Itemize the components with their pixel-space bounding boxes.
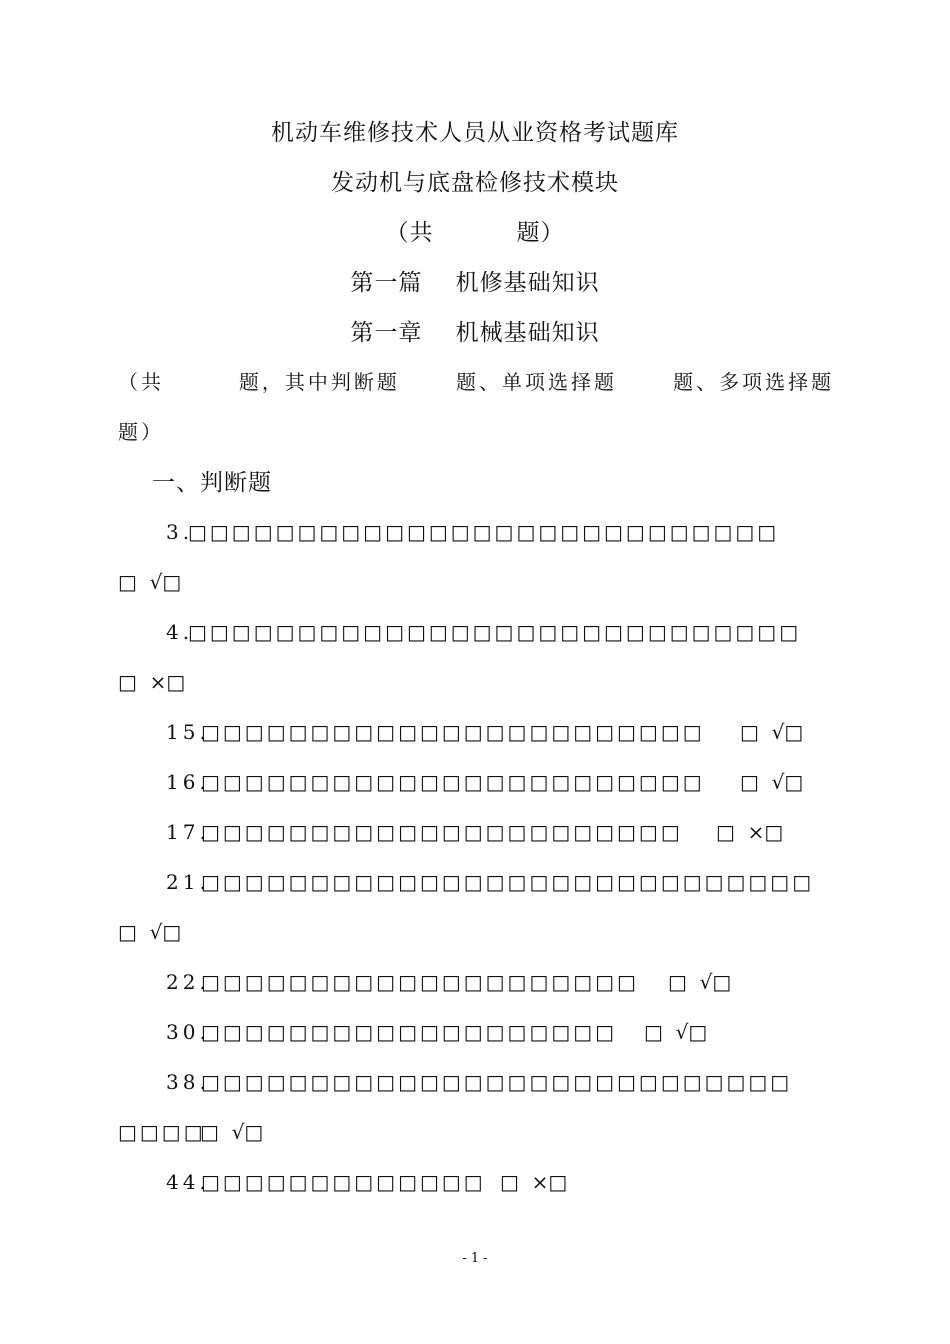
chapter-summary-line-1: （共 题，其中判断题 题、单项选择题 题、多项选择题	[118, 370, 835, 394]
question-number: 44.	[166, 1170, 210, 1194]
question-number: 30.	[166, 1020, 210, 1044]
question-text-continuation: □□□□	[118, 1120, 206, 1144]
question-text: □□□□□□□□□□□□□□□□□□□□□□□	[201, 720, 705, 744]
answer-mark: □ ×□	[500, 1170, 568, 1194]
answer-mark: □ √□	[200, 1120, 264, 1144]
answer-mark: □ ×□	[716, 820, 784, 844]
question-text: □□□□□□□□□□□□□□□□□□□□□□□□□□□□	[201, 870, 815, 894]
question-text: □□□□□□□□□□□□□□□□□□□□□□□	[201, 770, 705, 794]
question-number: 15.	[166, 720, 210, 744]
answer-mark: □ √□	[644, 1020, 708, 1044]
answer-mark: □ √□	[118, 570, 182, 594]
question-text: □□□□□□□□□□□□□	[201, 1170, 486, 1194]
answer-mark: □ ×□	[118, 670, 186, 694]
question-count-line: （共 题）	[385, 220, 565, 246]
chapter-summary-line-2: 题）	[118, 420, 164, 444]
question-text: □□□□□□□□□□□□□□□□□□□□□□□□□□□	[201, 1070, 793, 1094]
answer-mark: □ √□	[668, 970, 732, 994]
question-number: 38.	[166, 1070, 210, 1094]
section-heading-true-false: 一、判断题	[152, 470, 272, 496]
part-heading: 第一篇 机修基础知识	[350, 270, 600, 296]
chapter-heading: 第一章 机械基础知识	[350, 320, 600, 346]
question-number: 4.	[166, 620, 194, 644]
question-text: □□□□□□□□□□□□□□□□□□□□□□□□□□□□	[188, 620, 802, 644]
answer-mark: □ √□	[740, 770, 804, 794]
question-number: 17.	[166, 820, 210, 844]
question-text: □□□□□□□□□□□□□□□□□□□□	[201, 970, 639, 994]
question-number: 21.	[166, 870, 210, 894]
question-text: □□□□□□□□□□□□□□□□□□□□□□	[201, 820, 683, 844]
question-text: □□□□□□□□□□□□□□□□□□□□□□□□□□□	[188, 520, 780, 544]
exam-bank-title: 机动车维修技术人员从业资格考试题库	[271, 120, 679, 146]
page-number: - 1 -	[462, 1251, 488, 1266]
question-number: 3.	[166, 520, 194, 544]
module-title: 发动机与底盘检修技术模块	[331, 170, 619, 196]
question-number: 16.	[166, 770, 210, 794]
answer-mark: □ √□	[118, 920, 182, 944]
question-text: □□□□□□□□□□□□□□□□□□□	[201, 1020, 618, 1044]
answer-mark: □ √□	[740, 720, 804, 744]
question-number: 22.	[166, 970, 210, 994]
